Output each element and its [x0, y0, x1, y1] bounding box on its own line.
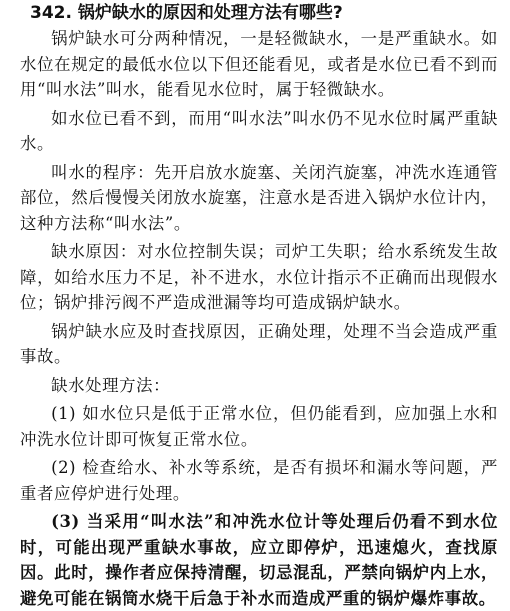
paragraph-treatment-step-3: (3) 当采用“叫水法”和冲洗水位计等处理后仍看不到水位时，可能出现严重缺水事故，应立即停炉，迅速熄火，查找原因。此时，操作者应保持清醒，切忌混乱，严禁向锅炉内上水，避免可能在锅筒水烧干后急于补水而造成严重的锅炉爆炸事故。	[20, 512, 498, 608]
question-title: 342. 锅炉缺水的原因和处理方法有哪些?	[30, 3, 343, 23]
paragraph-severe-shortage: 如水位已看不到，而用“叫水法”叫水仍不见水位时属严重缺水。	[20, 108, 498, 153]
paragraph-treatment-step-1: (1) 如水位只是低于正常水位，但仍能看到，应加强上水和冲洗水位计即可恢复正常水位。	[20, 404, 498, 449]
paragraph-treatment-heading: 缺水处理方法：	[51, 375, 171, 395]
paragraph-water-shortage-types: 锅炉缺水可分两种情况，一是轻微缺水，一是严重缺水。如水位在规定的最低水位以下但还能看见，或者是水位已看不到而用“叫水法”叫水，能看见水位时，属于轻微缺水。	[20, 29, 498, 99]
paragraph-call-water-procedure: 叫水的程序：先开启放水旋塞、关闭汽旋塞，冲洗水连通管部位，然后慢慢关闭放水旋塞，注意水是否进入锅炉水位计内，这种方法称“叫水法”。	[20, 162, 498, 233]
paragraph-shortage-causes: 缺水原因：对水位控制失误；司炉工失职；给水系统发生故障，如给水压力不足，补不进水，水位计指示不正确而出现假水位；锅炉排污阀不严造成泄漏等均可造成锅炉缺水。	[20, 242, 498, 312]
paragraph-find-cause: 锅炉缺水应及时查找原因，正确处理，处理不当会造成严重事故。	[20, 321, 498, 366]
paragraph-treatment-step-2: (2) 检查给水、补水等系统，是否有损坏和漏水等问题，严重者应停炉进行处理。	[20, 458, 498, 503]
